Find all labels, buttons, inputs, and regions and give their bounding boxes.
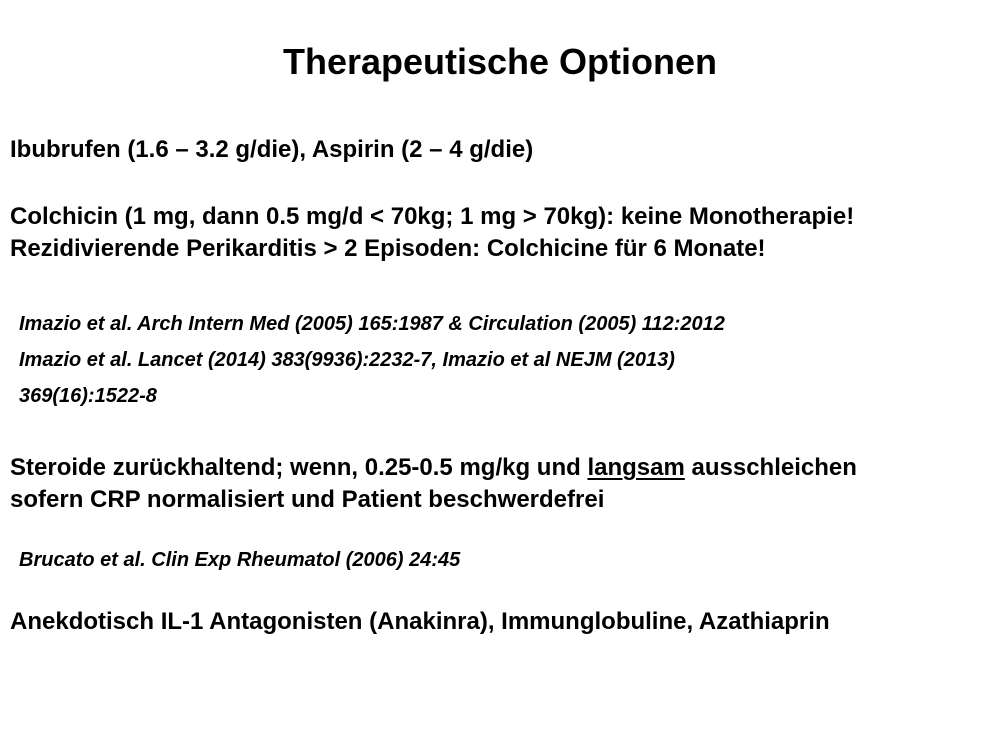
colchicin-line-1: Colchicin (1 mg, dann 0.5 mg/d < 70kg; 1 mg > 70kg): keine Monotherapie! [10, 203, 855, 230]
slide-title: Therapeutische Optionen [282, 41, 718, 82]
reference-imazio-2: Imazio et al. Lancet (2014) 383(9936):2232-7, Imazio et al NEJM (2013) [19, 349, 675, 371]
anekdotisch-line: Anekdotisch IL-1 Antagonisten (Anakinra), Immunglobuline, Azathiaprin [10, 608, 830, 635]
reference-imazio-1: Imazio et al. Arch Intern Med (2005) 165:1987 & Circulation (2005) 112:2012 [19, 313, 725, 335]
steroide-text-b: ausschleichen [684, 454, 857, 481]
colchicin-line-2: Rezidivierende Perikarditis > 2 Episoden: Colchicine für 6 Monate! [10, 235, 766, 262]
reference-imazio-3: 369(16):1522-8 [19, 385, 157, 407]
reference-brucato: Brucato et al. Clin Exp Rheumatol (2006) 24:45 [19, 549, 461, 571]
steroide-line-2: sofern CRP normalisiert und Patient beschwerdefrei [10, 486, 605, 513]
steroide-line-1 [10, 452, 857, 484]
steroide-underlined-word: langsam [587, 454, 685, 481]
nsaid-line: Ibubrufen (1.6 – 3.2 g/die), Aspirin (2 – 4 g/die) [10, 136, 534, 163]
steroide-text-a: Steroide zurückhaltend; wenn, 0.25-0.5 mg/kg und [10, 454, 588, 481]
